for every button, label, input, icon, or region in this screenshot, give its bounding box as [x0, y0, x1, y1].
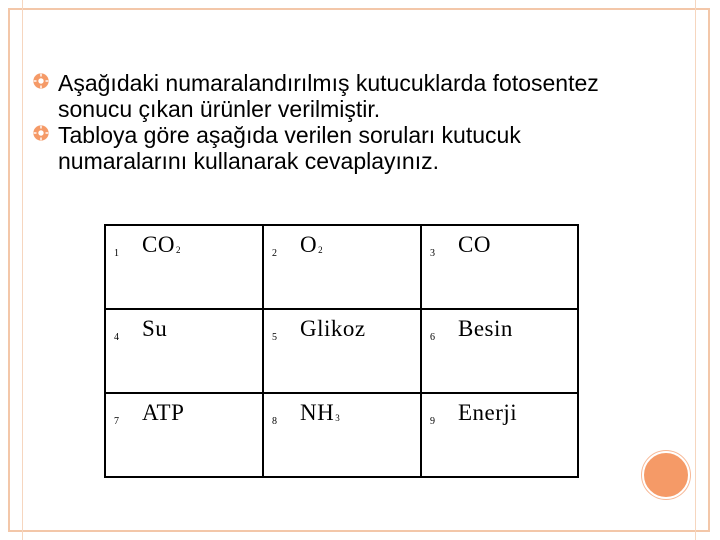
table-cell — [421, 309, 578, 393]
cell-number: 9 — [430, 416, 435, 427]
cell-subscript: 2 — [175, 245, 181, 255]
cell-text: CO — [142, 232, 175, 257]
bullet-line: sonucu çıkan ürünler verilmiştir. — [58, 96, 381, 122]
frame-line-right — [695, 0, 696, 540]
cell-text: Glikoz — [300, 316, 366, 341]
table-row — [105, 309, 578, 393]
cell-number: 7 — [114, 416, 119, 427]
cell-subscript: 3 — [335, 413, 341, 423]
cell-number: 6 — [430, 332, 435, 343]
cell-value — [142, 232, 181, 258]
table-row — [105, 225, 578, 309]
table-cell — [263, 309, 421, 393]
cell-value — [300, 400, 340, 426]
cell-number: 4 — [114, 332, 119, 343]
bullet-line: Tabloya göre aşağıda verilen soruları kutucuk — [58, 122, 521, 148]
cell-text: O — [300, 232, 318, 257]
cell-number: 8 — [272, 416, 277, 427]
cell-text: ATP — [142, 400, 185, 425]
cell-value — [142, 316, 168, 342]
decorative-circle — [642, 451, 690, 499]
cell-text: Besin — [458, 316, 513, 341]
cell-text: Enerji — [458, 400, 518, 425]
bullet-line: numaralarını kullanarak cevaplayınız. — [58, 148, 439, 174]
gear-bullet-icon — [32, 72, 50, 90]
cell-text: Su — [142, 316, 168, 341]
cell-value — [458, 400, 518, 426]
bullet-item-2 — [32, 122, 652, 174]
frame-line-left — [22, 0, 23, 540]
table-cell — [421, 393, 578, 477]
cell-subscript: 2 — [318, 245, 324, 255]
cell-text: NH — [300, 400, 335, 425]
table-cell — [105, 225, 263, 309]
bullet-list — [32, 70, 652, 174]
table-cell — [421, 225, 578, 309]
table-cell — [105, 309, 263, 393]
cell-value — [300, 232, 323, 258]
cell-value — [300, 316, 367, 342]
table-cell — [263, 393, 421, 477]
cell-value — [458, 232, 492, 258]
bullet-line: Aşağıdaki numaralandırılmış kutucuklarda fotosentez — [58, 70, 599, 96]
cell-number: 5 — [272, 332, 277, 343]
table-row — [105, 393, 578, 477]
cell-value — [142, 400, 185, 426]
cell-text: CO — [458, 232, 491, 257]
gear-bullet-icon — [32, 124, 50, 142]
cell-value — [458, 316, 514, 342]
cell-number: 1 — [114, 248, 119, 259]
cell-number: 2 — [272, 248, 277, 259]
cell-number: 3 — [430, 248, 435, 259]
table-cell — [105, 393, 263, 477]
bullet-item-1 — [32, 70, 652, 122]
table-cell — [263, 225, 421, 309]
product-table — [104, 224, 579, 478]
